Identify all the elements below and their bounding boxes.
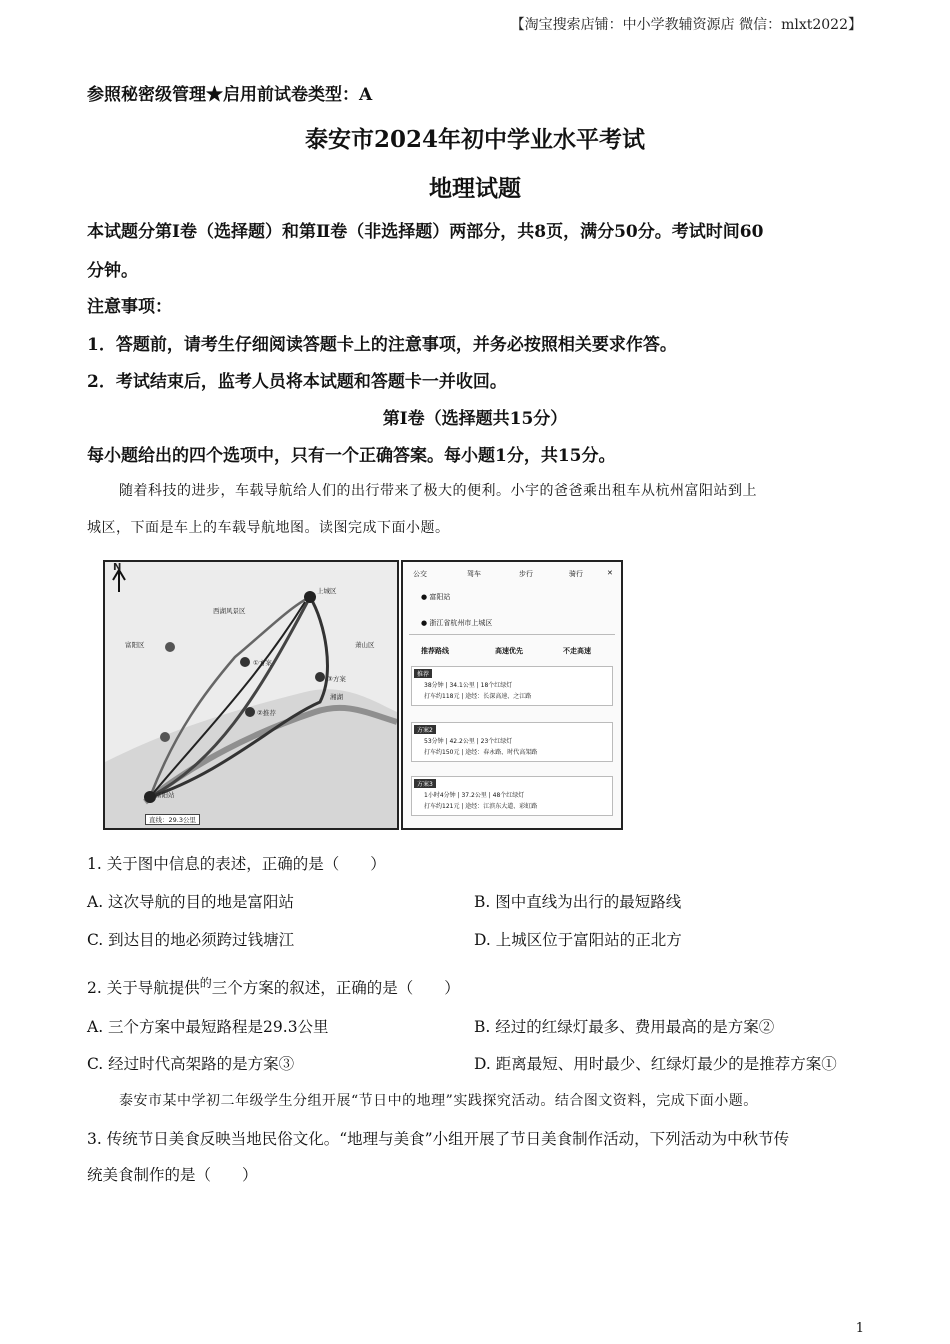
nav-from-field[interactable]: ● 富阳站 [421,593,451,601]
passage-1-line-1: 随着科技的进步，车载导航给人们的出行带来了极大的便利。小宇的爸爸乘出租车从杭州富阳站到上 [119,483,757,499]
nav-to-text: 浙江省杭州市上城区 [429,619,493,627]
nav-plan-summary: 38分钟 | 34.1公里 | 18个红绿灯 [424,682,513,689]
nav-option-highway[interactable]: 高速优先 [495,647,523,655]
q2-option-c: C. 经过时代高架路的是方案③ [87,1055,295,1073]
intro-line-1: 本试题分第Ⅰ卷（选择题）和第Ⅱ卷（非选择题）两部分，共8页，满分50分。考试时间60 [87,222,764,242]
nav-plan-tag: 方案3 [414,779,436,788]
nav-option-recommended[interactable]: 推荐路线 [421,647,449,655]
divider [409,634,615,635]
nav-plan-tag: 方案2 [414,725,436,734]
exam-subtitle: 地理试题 [429,175,521,202]
intro-line-2: 分钟。 [87,261,138,281]
q1-option-d: D. 上城区位于富阳站的正北方 [474,931,682,949]
q1-option-b: B. 图中直线为出行的最短路线 [474,893,682,911]
q1-option-c: C. 到达目的地必须跨过钱塘江 [87,931,295,949]
nav-plan-card-3[interactable] [411,776,613,816]
map-label-xiaoshan: 萧山区 [355,641,375,649]
map-drawing [105,562,397,828]
map-label-plan-1: ①方案 [253,659,272,667]
navigation-map [103,560,399,830]
north-arrow-label: N [113,562,122,573]
nav-plan-summary: 53分钟 | 42.2公里 | 23个红绿灯 [424,738,513,745]
notice-item-2: 2．考试结束后，监考人员将本试题和答题卡一并收回。 [87,372,507,392]
q2-stem-part-1: 2. 关于导航提供 [87,979,200,998]
nav-plan-tag: 推荐 [414,669,432,678]
nav-tab-drive[interactable]: 驾车 [467,570,481,578]
q2-option-d: D. 距离最短、用时最少、红绿灯最少的是推荐方案① [474,1055,837,1073]
map-label-fuyang: 富阳区 [125,641,145,649]
passage-1-line-2: 城区，下面是车上的车载导航地图。读图完成下面小题。 [87,520,450,536]
nav-tab-bar [407,566,617,584]
q2-option-a: A. 三个方案中最短路程是29.3公里 [87,1018,329,1036]
notice-item-1: 1．答题前，请考生仔细阅读答题卡上的注意事项，并务必按照相关要求作答。 [87,335,677,355]
page-number: 1 [855,1321,864,1336]
map-distance-label: 直线：29.3公里 [145,814,200,825]
classification-line: 参照秘密级管理★启用前试卷类型：A [87,85,373,105]
q3-stem-line-1: 3. 传统节日美食反映当地民俗文化。“地理与美食”小组开展了节日美食制作活动，下列活动为中秋节传 [87,1130,790,1148]
exam-title: 泰安市2024年初中学业水平考试 [304,126,645,153]
close-icon[interactable]: ✕ [607,569,613,577]
nav-from-text: 富阳站 [429,593,451,601]
nav-plan-card-2[interactable] [411,722,613,762]
nav-tab-bus[interactable]: 公交 [413,570,427,578]
q1-option-a: A. 这次导航的目的地是富阳站 [87,893,295,911]
notice-heading: 注意事项： [87,297,172,317]
q2-stem [87,974,460,998]
map-label-plan-2: ②推荐 [257,709,276,717]
map-label-shangcheng: 上城区 [317,587,337,595]
nav-to-field[interactable]: ● 浙江省杭州市上城区 [421,619,493,627]
header-note: 【淘宝搜索店铺：中小学教辅资源店 微信：mlxt2022】 [510,17,862,33]
nav-plan-card-1[interactable] [411,666,613,706]
q2-option-b: B. 经过的红绿灯最多、费用最高的是方案② [474,1018,775,1036]
navigation-panel [401,560,623,830]
nav-plan-route: 打车约121元 | 途经：江滨东大道、彩虹路 [424,803,538,810]
nav-plan-route: 打车约118元 | 途经：长深高速、之江路 [424,693,532,700]
q2-stem-superscript: 的 [199,976,212,990]
q2-stem-part-2: 三个方案的叙述，正确的是（ ） [211,979,460,998]
nav-tab-bike[interactable]: 骑行 [569,570,583,578]
q1-stem: 1. 关于图中信息的表述，正确的是（ ） [87,855,386,873]
map-label-xianghu: 湘湖 [330,693,343,701]
map-label-plan-3: ③方案 [327,675,346,683]
nav-plan-summary: 1小时4分钟 | 37.2公里 | 48个红绿灯 [424,792,525,799]
map-label-west-lake: 西湖风景区 [213,607,246,615]
nav-option-no-highway[interactable]: 不走高速 [563,647,591,655]
section-title: 第Ⅰ卷（选择题共15分） [382,409,568,429]
section-instruction: 每小题给出的四个选项中，只有一个正确答案。每小题1分，共15分。 [87,446,616,466]
nav-plan-route: 打车约150元 | 途经：春永路、时代高架路 [424,749,538,756]
nav-tab-walk[interactable]: 步行 [519,570,533,578]
map-label-start: 富阳站 [155,791,175,799]
q3-stem-line-2: 统美食制作的是（ ） [87,1166,258,1184]
passage-2: 泰安市某中学初二年级学生分组开展“节日中的地理”实践探究活动。结合图文资料，完成下面小题。 [119,1093,758,1109]
